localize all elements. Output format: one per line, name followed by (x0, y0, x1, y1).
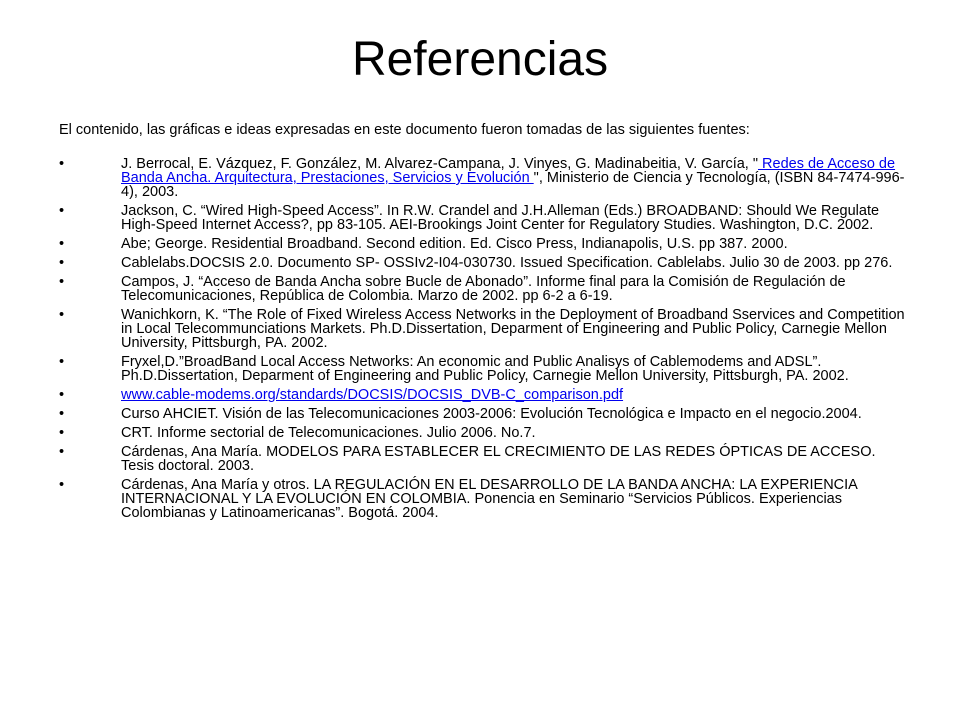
reference-item (59, 275, 909, 303)
reference-text: CRT. Informe sectorial de Telecomunicaciones. Julio 2006. No.7. (121, 425, 536, 441)
reference-item (59, 204, 909, 232)
page-title: Referencias (351, 33, 609, 86)
reference-text: Jackson, C. “Wired High-Speed Access”. In R.W. Crandel and J.H.Alleman (Eds.) BROADBAND: Should We Regulate High-Speed Internet Access?, pp 83-105. AEI-Brookings Joint Center for Regulatory Studies. Washington, D.C. 2002. (121, 203, 880, 233)
reference-text: Curso AHCIET. Visión de las Telecomunicaciones 2003-2006: Evolución Tecnológica e Impacto en el negocio.2004. (121, 406, 862, 422)
reference-text: Cárdenas, Ana María y otros. LA REGULACIÓN EN EL DESARROLLO DE LA BANDA ANCHA: LA EXPERIENCIA INTERNACIONAL Y LA EVOLUCIÓN EN COLOMBIA. Ponencia en Seminario “Servicios Públicos. Experiencias Colombianas y Latinoamericanas”. Bogotá. 2004. (121, 477, 858, 521)
reference-item (59, 388, 909, 402)
bullet-icon: • (59, 236, 65, 252)
reference-link[interactable]: Redes de Acceso de Banda Ancha. Arquitectura, Prestaciones, Servicios y Evolución (121, 156, 896, 186)
reference-item (59, 407, 909, 421)
intro-text: El contenido, las gráficas e ideas expresadas en este documento fueron tomadas de las siguientes fuentes: (59, 122, 750, 138)
reference-item (59, 237, 909, 251)
reference-item (59, 256, 909, 270)
bullet-icon: • (59, 354, 65, 370)
bullet-icon: • (59, 425, 65, 441)
bullet-icon: • (59, 406, 65, 422)
reference-text: Abe; George. Residential Broadband. Second edition. Ed. Cisco Press, Indianapolis, U.S. pp 387. 2000. (121, 236, 788, 252)
reference-list (59, 157, 909, 525)
bullet-icon: • (59, 255, 65, 271)
reference-text: Campos, J. “Acceso de Banda Ancha sobre Bucle de Abonado”. Informe final para la Comisión de Regulación de Telecomunicaciones, República de Colombia. Marzo de 2002. pp 6-2 a 6-19. (121, 274, 846, 304)
reference-item (59, 355, 909, 383)
bullet-icon: • (59, 477, 65, 493)
reference-item (59, 445, 909, 473)
reference-text: J. Berrocal, E. Vázquez, F. González, M. Alvarez-Campana, J. Vinyes, G. Madinabeitia, V. García, " (121, 156, 758, 172)
reference-item (59, 478, 909, 520)
reference-item (59, 157, 909, 199)
reference-item (59, 308, 909, 350)
reference-text: ", Ministerio de Ciencia y Tecnología, (ISBN 84-7474-996-4), 2003. (121, 170, 905, 200)
reference-item (59, 426, 909, 440)
bullet-icon: • (59, 307, 65, 323)
bullet-icon: • (59, 156, 65, 172)
reference-text: Cablelabs.DOCSIS 2.0. Documento SP- OSSIv2-I04-030730. Issued Specification. Cablelabs. Julio 30 de 2003. pp 276. (121, 255, 893, 271)
reference-link[interactable]: www.cable-modems.org/standards/DOCSIS/DOCSIS_DVB-C_comparison.pdf (121, 387, 624, 403)
reference-text: Cárdenas, Ana María. MODELOS PARA ESTABLECER EL CRECIMIENTO DE LAS REDES ÓPTICAS DE ACCESO. Tesis doctoral. 2003. (121, 444, 876, 474)
reference-text: Fryxel,D.”BroadBand Local Access Networks: An economic and Public Analisys of Cablemodems and ADSL”. Ph.D.Dissertation, Deparment of Engineering and Public Policy, Carnegie Mellon University, Pittsburgh, PA. 2002. (121, 354, 849, 384)
bullet-icon: • (59, 274, 65, 290)
bullet-icon: • (59, 387, 65, 403)
bullet-icon: • (59, 203, 65, 219)
bullet-icon: • (59, 444, 65, 460)
reference-text: Wanichkorn, K. “The Role of Fixed Wireless Access Networks in the Deployment of Broadband Sservices and Competition in Local Telecommunciations Markets. Ph.D.Dissertation, Deparment of Engineering and Public Policy, Carnegie Mellon University, Pittsburgh, PA. 2002. (121, 307, 905, 351)
